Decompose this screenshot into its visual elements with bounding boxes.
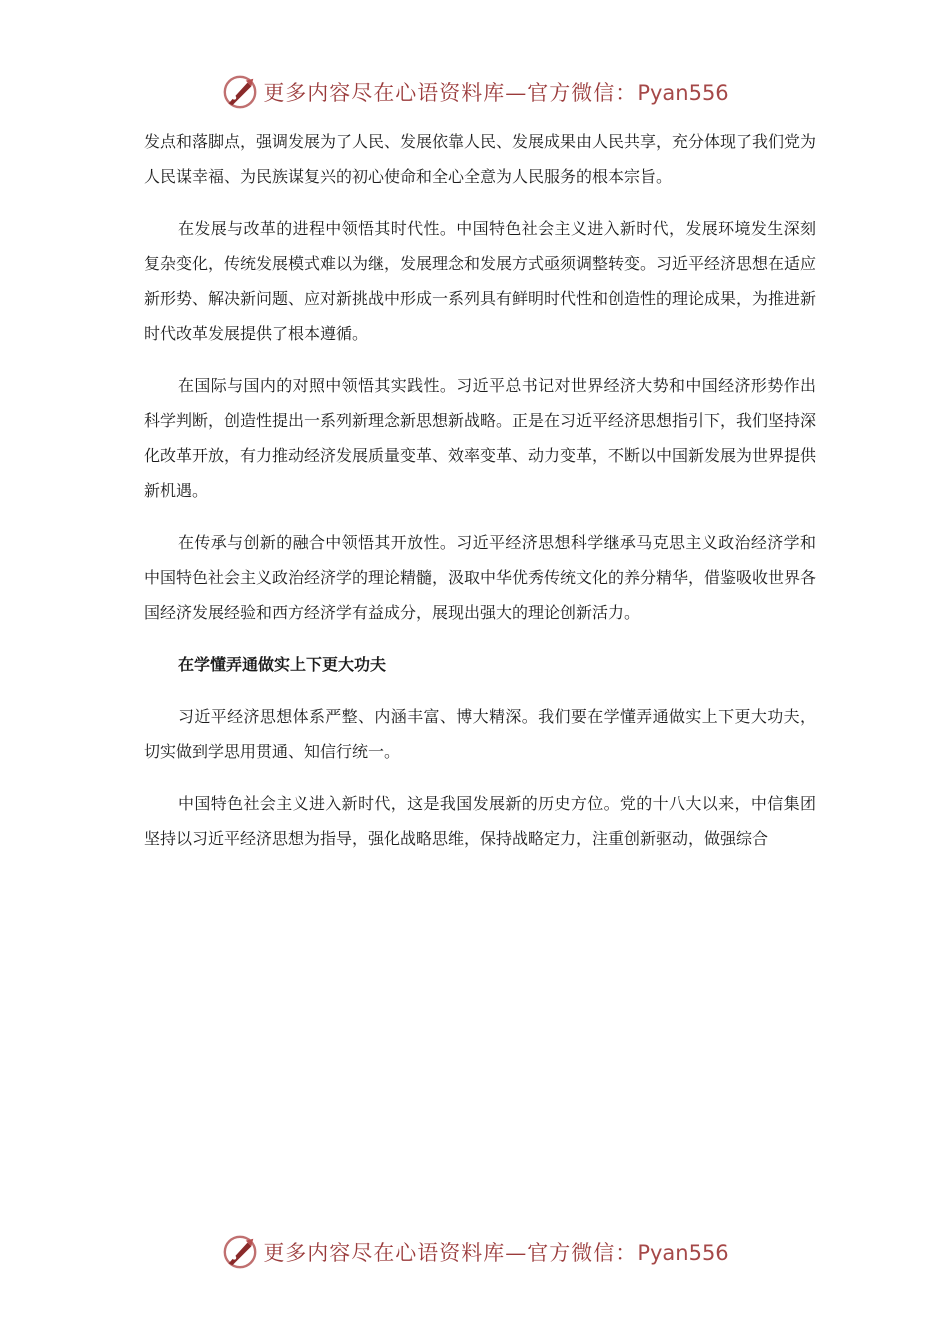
banner-text: 更多内容尽在心语资料库—官方微信：Pyan556: [263, 81, 729, 105]
paragraph-2: 在发展与改革的进程中领悟其时代性。中国特色社会主义进入新时代，发展环境发生深刻复杂变化，传统发展模式难以为继，发展理念和发展方式亟须调整转变。习近平经济思想在适应新形势、解决新问题、应对新挑战中形成一系列具有鲜明时代性和创造性的理论成果，为推进新时代改革发展提供了根本遵循。: [144, 219, 817, 343]
paragraph-1: 发点和落脚点，强调发展为了人民、发展依靠人民、发展成果由人民共享，充分体现了我们党为人民谋幸福、为民族谋复兴的初心使命和全心全意为人民服务的根本宗旨。: [144, 132, 817, 186]
banner-brand: Pyan556: [637, 1241, 729, 1265]
quill-logo-icon: [221, 73, 259, 111]
paragraph-6: 中国特色社会主义进入新时代，这是我国发展新的历史方位。党的十八大以来，中信集团坚持以习近平经济思想为指导，强化战略思维，保持战略定力，注重创新驱动，做强综合: [144, 794, 816, 848]
paragraph-4: 在传承与创新的融合中领悟其开放性。习近平经济思想科学继承马克思主义政治经济学和中国特色社会主义政治经济学的理论精髓，汲取中华优秀传统文化的养分精华，借鉴吸收世界各国经济发展经验和西方经济学有益成分，展现出强大的理论创新活力。: [144, 533, 817, 622]
footer-banner: [0, 1232, 950, 1272]
document-body: [144, 124, 816, 873]
paragraph-3: 在国际与国内的对照中领悟其实践性。习近平总书记对世界经济大势和中国经济形势作出科学判断，创造性提出一系列新理念新思想新战略。正是在习近平经济思想指引下，我们坚持深化改革开放，有力推动经济发展质量变革、效率变革、动力变革，不断以中国新发展为世界提供新机遇。: [144, 376, 817, 500]
header-banner: [0, 72, 950, 112]
banner-text: 更多内容尽在心语资料库—官方微信：Pyan556: [263, 1241, 729, 1265]
paragraph-5: 习近平经济思想体系严整、内涵丰富、博大精深。我们要在学懂弄通做实上下更大功夫，切实做到学思用贯通、知信行统一。: [144, 707, 816, 761]
section-heading: 在学懂弄通做实上下更大功夫: [178, 655, 387, 674]
banner-brand: Pyan556: [637, 81, 729, 105]
quill-logo-icon: [221, 1233, 259, 1271]
